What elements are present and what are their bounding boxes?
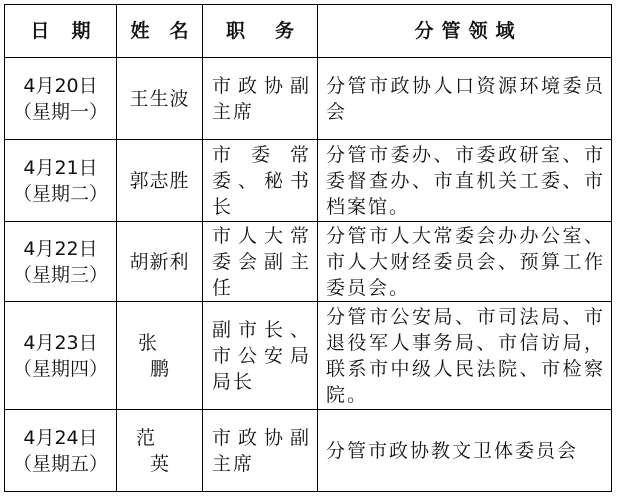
area-text: 分管市委办、市委政研室、市委督查办、市直机关工委、市档案馆。 [326,143,605,218]
table-row [5,140,612,222]
area-text: 分管市公安局、市司法局、市退役军人事务局、市信访局，联系市中级人民法院、市检察院。 [326,305,605,406]
date-text: 4月20日 [23,74,98,97]
name-cell [117,302,203,410]
weekday-text: （星期一） [12,100,108,123]
name-cell [117,58,203,140]
name-cell [117,410,203,492]
name-text: 张鹏 [137,331,193,380]
post-text: 市政协副主席 [212,74,311,123]
post-cell [203,58,318,140]
name-cell [117,140,203,222]
date-cell [5,302,117,410]
weekday-text: （星期五） [12,452,108,475]
area-cell [318,222,612,302]
table-row [5,58,612,140]
post-text: 副市长、市公安局局长 [212,318,311,393]
date-cell [5,222,117,302]
area-text: 分管市人大常委会办办公室、市人大财经委员会、预算工作委员会。 [326,224,605,299]
date-text: 4月23日 [23,331,98,354]
post-cell [203,140,318,222]
header-area: 分管领域 [318,5,612,58]
post-text: 市人大常委会副主任 [212,224,311,299]
header-date: 日期 [5,5,117,58]
date-cell [5,410,117,492]
post-text: 市委常委、秘书长 [212,143,311,218]
name-text: 王生波 [129,87,190,110]
name-text: 郭志胜 [129,169,190,192]
area-text: 分管市政协教文卫体委员会 [326,439,579,462]
name-cell [117,222,203,302]
area-cell [318,302,612,410]
weekday-text: （星期三） [12,263,108,286]
name-text: 范英 [135,426,197,475]
header-name: 姓名 [117,5,203,58]
name-text: 胡新利 [129,250,190,273]
leader-schedule-table [4,4,612,492]
post-cell [203,222,318,302]
area-text: 分管市政协人口资源环境委员会 [326,74,605,123]
table-header-row [5,5,612,58]
post-cell [203,410,318,492]
table-row [5,222,612,302]
date-cell [5,58,117,140]
date-text: 4月24日 [23,426,98,449]
date-text: 4月22日 [23,237,98,260]
date-text: 4月21日 [23,156,98,179]
area-cell [318,58,612,140]
area-cell [318,410,612,492]
post-text: 市政协副主席 [212,426,311,475]
weekday-text: （星期二） [12,182,108,205]
area-cell [318,140,612,222]
header-post: 职务 [203,5,318,58]
table-row [5,302,612,410]
weekday-text: （星期四） [12,357,108,380]
table-row [5,410,612,492]
date-cell [5,140,117,222]
post-cell [203,302,318,410]
